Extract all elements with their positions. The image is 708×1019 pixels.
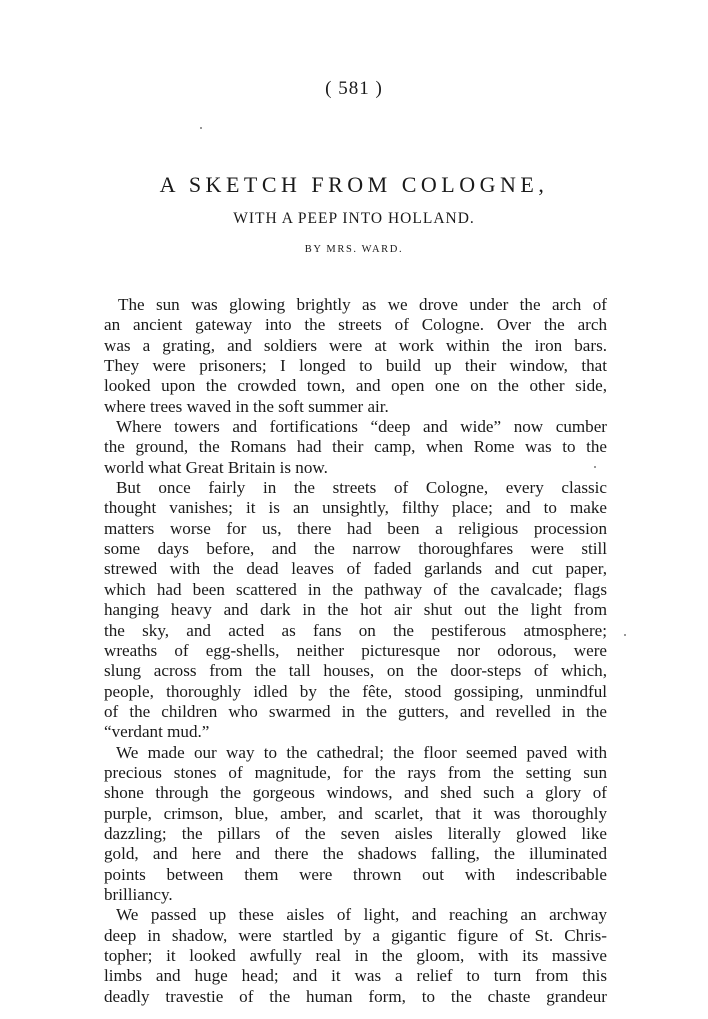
text-line: the sky, and acted as fans on the pestiferous atmosphere; [104, 620, 607, 640]
text-line: We passed up these aisles of light, and reaching an archway [116, 905, 607, 925]
text-line: world what Great Britain is now. [104, 457, 328, 477]
text-line: points between them were thrown out with indescribable [104, 864, 607, 884]
text-line: topher; it looked awfully real in the gloom, with its massive [104, 946, 607, 965]
text-line: dazzling; the pillars of the seven aisles literally glowed like [104, 823, 607, 843]
text-line: an ancient gateway into the streets of Cologne. Over the arch [104, 315, 607, 335]
text-line: thought vanishes; it is an unsightly, filthy place; and to make [104, 498, 607, 518]
text-line: people, thoroughly idled by the fête, stood gossiping, unmindful [104, 681, 607, 701]
article-title: A SKETCH FROM COLOGNE, [159, 172, 549, 197]
text-line: strewed with the dead leaves of faded garlands and cut paper, [104, 559, 607, 579]
text-line: the ground, the Romans had their camp, when Rome was to the [104, 437, 607, 457]
text-line: slung across from the tall houses, on the door-steps of which, [104, 661, 607, 681]
text-line: They were prisoners; I longed to build up their window, that [104, 356, 607, 376]
text-line: looked upon the crowded town, and open one on the other side, [104, 376, 607, 396]
text-line: which had been scattered in the pathway of the cavalcade; flags [104, 579, 607, 599]
text-line: some days before, and the narrow thoroughfares were still [104, 539, 607, 559]
text-line: deadly travestie of the human form, to the chaste grandeur [104, 986, 607, 1006]
article-subtitle: WITH A PEEP INTO HOLLAND. [233, 210, 475, 227]
text-line: shone through the gorgeous windows, and shed such a glory of [104, 783, 607, 803]
text-line: purple, crimson, blue, amber, and scarlet, that it was thoroughly [104, 803, 607, 823]
text-line: The sun was glowing brightly as we drove under the arch of [118, 295, 607, 314]
text-line: deep in shadow, were startled by a gigantic figure of St. Chris- [104, 925, 607, 945]
author-byline: BY MRS. WARD. [304, 244, 404, 255]
text-line: of the children who swarmed in the gutters, and revelled in the [104, 701, 607, 721]
article-body [104, 295, 607, 1007]
text-line: where trees waved in the soft summer air. [104, 396, 389, 416]
text-line: But once fairly in the streets of Cologne, every classic [116, 478, 607, 498]
text-line: gold, and here and there the shadows falling, the illuminated [104, 844, 607, 864]
ink-speck [594, 466, 596, 468]
ink-speck [624, 634, 626, 636]
text-line: limbs and huge head; and it was a relief to turn from this [104, 966, 607, 986]
text-line: hanging heavy and dark in the hot air shut out the light from [104, 600, 607, 620]
text-line: was a grating, and soldiers were at work within the iron bars. [104, 335, 607, 355]
text-line: “verdant mud.” [104, 722, 210, 742]
text-line: brilliancy. [104, 884, 173, 904]
text-line: precious stones of magnitude, for the rays from the setting sun [104, 762, 607, 782]
text-line: wreaths of egg-shells, neither picturesque nor odorous, were [104, 640, 607, 660]
text-line: Where towers and fortifications “deep and wide” now cumber [116, 417, 607, 437]
page-number: ( 581 ) [325, 78, 383, 99]
ink-speck [200, 127, 202, 129]
text-line: matters worse for us, there had been a religious procession [104, 518, 607, 538]
text-line: We made our way to the cathedral; the floor seemed paved with [116, 742, 607, 762]
